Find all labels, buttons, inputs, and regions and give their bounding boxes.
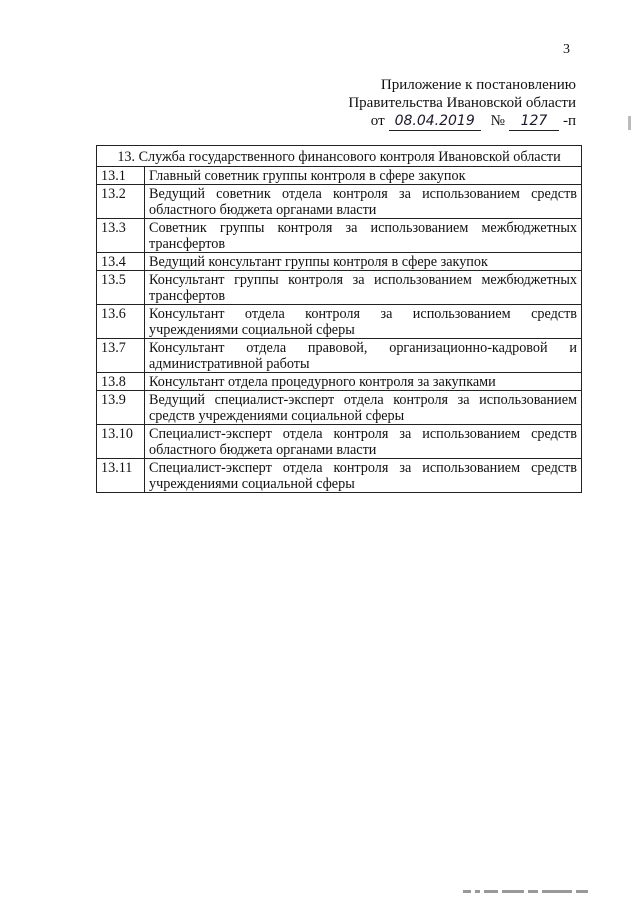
scan-footer-marks [463, 890, 623, 900]
appendix-header [348, 76, 576, 131]
appendix-line-2: Правительства Ивановской области [348, 95, 576, 111]
row-text: Консультант группы контроля за использованием межбюджетных трансфертов [145, 271, 582, 305]
table-row [97, 339, 582, 373]
row-number: 13.5 [97, 271, 145, 305]
row-number: 13.6 [97, 305, 145, 339]
row-text: Консультант отдела процедурного контроля за закупками [145, 373, 582, 391]
table-row [97, 253, 582, 271]
row-text: Ведущий советник отдела контроля за использованием средств областного бюджета органами власти [145, 185, 582, 219]
from-label: от [370, 113, 385, 129]
row-number: 13.11 [97, 459, 145, 493]
table-row [97, 271, 582, 305]
row-text: Главный советник группы контроля в сфере закупок [145, 167, 582, 185]
page-number: 3 [563, 42, 570, 57]
appendix-line-1: Приложение к постановлению [380, 77, 576, 93]
row-number: 13.1 [97, 167, 145, 185]
row-number: 13.8 [97, 373, 145, 391]
appendix-line-3 [348, 112, 576, 131]
row-number: 13.10 [97, 425, 145, 459]
row-number: 13.4 [97, 253, 145, 271]
row-text: Специалист-эксперт отдела контроля за использованием средств областного бюджета органами власти [145, 425, 582, 459]
row-text: Консультант отдела правовой, организационно-кадровой и административной работы [145, 339, 582, 373]
row-text: Консультант отдела контроля за использованием средств учреждениями социальной сферы [145, 305, 582, 339]
handwritten-number: 127 [509, 112, 559, 131]
row-number: 13.2 [97, 185, 145, 219]
table-row [97, 425, 582, 459]
handwritten-date: 08.04.2019 [389, 112, 481, 131]
row-number: 13.7 [97, 339, 145, 373]
row-text: Ведущий специалист-эксперт отдела контроля за использованием средств учреждениями социальной сферы [145, 391, 582, 425]
table-row [97, 167, 582, 185]
positions-table [96, 145, 582, 493]
row-text: Специалист-эксперт отдела контроля за использованием средств учреждениями социальной сферы [145, 459, 582, 493]
row-text: Советник группы контроля за использованием межбюджетных трансфертов [145, 219, 582, 253]
table-row [97, 391, 582, 425]
table-row [97, 373, 582, 391]
number-label: № [490, 113, 505, 129]
row-number: 13.3 [97, 219, 145, 253]
row-text: Ведущий консультант группы контроля в сфере закупок [145, 253, 582, 271]
table-row [97, 219, 582, 253]
row-number: 13.9 [97, 391, 145, 425]
table-row [97, 185, 582, 219]
table-row [97, 305, 582, 339]
scan-edge-mark [628, 116, 631, 130]
table-heading: 13. Служба государственного финансового контроля Ивановской области [97, 146, 582, 167]
number-suffix: -п [562, 113, 576, 129]
table-row [97, 459, 582, 493]
table-heading-row [97, 146, 582, 167]
